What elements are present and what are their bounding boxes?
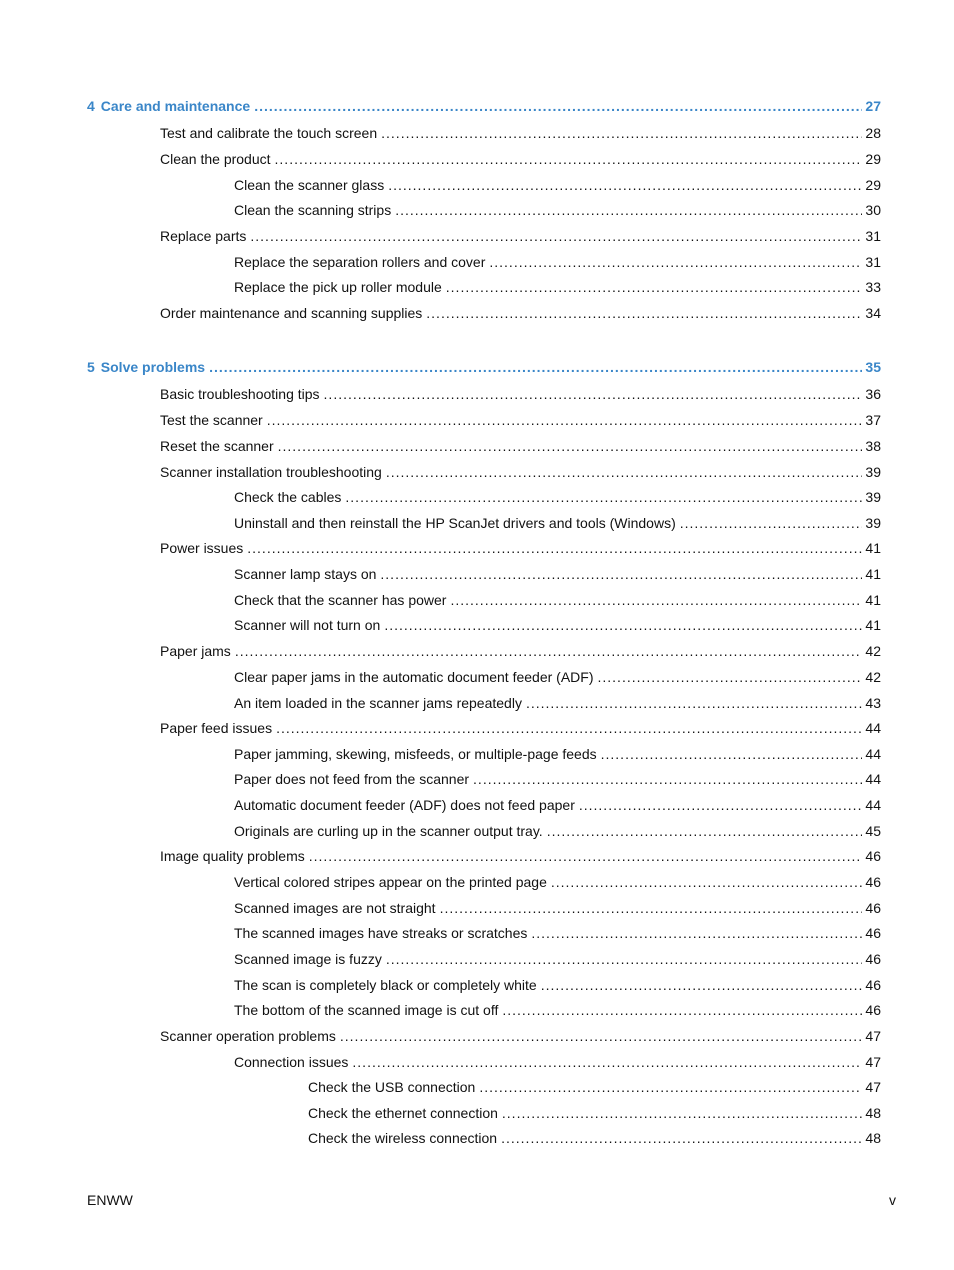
toc-entry[interactable] [234, 200, 881, 220]
dot-leader [340, 1026, 862, 1046]
toc-entry-title: Automatic document feeder (ADF) does not feed paper [234, 797, 575, 813]
toc-entry[interactable] [234, 693, 881, 713]
chapter-number: 4 [87, 98, 95, 114]
toc-page-number: 35 [865, 359, 881, 375]
toc-page-number: 44 [865, 771, 881, 787]
toc-entry-title: Clean the scanning strips [234, 202, 392, 218]
toc-entry-title: Power issues [160, 540, 244, 556]
toc-entry[interactable] [234, 487, 881, 507]
dot-leader [309, 846, 862, 866]
toc-entry[interactable] [160, 149, 881, 169]
dot-leader [501, 1128, 862, 1148]
dot-leader [531, 923, 862, 943]
toc-entry-title: The scanned images have streaks or scratches [234, 925, 528, 941]
toc-entry-title: Scanned image is fuzzy [234, 951, 382, 967]
dot-leader [324, 384, 862, 404]
toc-entry[interactable] [160, 641, 881, 661]
toc-entry[interactable] [160, 384, 881, 404]
toc-entry-title: Reset the scanner [160, 438, 274, 454]
toc-entry[interactable] [234, 175, 881, 195]
dot-leader [395, 200, 862, 220]
toc-entry-title: Replace the separation rollers and cover [234, 254, 486, 270]
dot-leader [450, 590, 862, 610]
toc-entry-title: Scanner installation troubleshooting [160, 464, 382, 480]
toc-page-number: 46 [865, 977, 881, 993]
dot-leader [276, 718, 862, 738]
dot-leader [479, 1077, 862, 1097]
toc-page-number: 46 [865, 1002, 881, 1018]
toc-entry-title: Check the cables [234, 489, 342, 505]
toc-entry-title: Replace the pick up roller module [234, 279, 442, 295]
toc-page-number: 38 [865, 438, 881, 454]
dot-leader [601, 744, 862, 764]
toc-entry[interactable] [160, 538, 881, 558]
dot-leader [502, 1103, 862, 1123]
toc-entry-title: Check the ethernet connection [308, 1105, 498, 1121]
toc-entry[interactable] [234, 564, 881, 584]
toc-page-number: 39 [865, 515, 881, 531]
toc-entry[interactable] [234, 795, 881, 815]
toc-page-number: 46 [865, 900, 881, 916]
toc-entry-title: Uninstall and then reinstall the HP ScanJet drivers and tools (Windows) [234, 515, 676, 531]
toc-page-number: 31 [865, 254, 881, 270]
toc-page-number: 46 [865, 848, 881, 864]
toc-page-number: 31 [865, 228, 881, 244]
toc-entry[interactable] [160, 410, 881, 430]
dot-leader [386, 949, 862, 969]
toc-entry-title: Originals are curling up in the scanner output tray. [234, 823, 543, 839]
dot-leader [598, 667, 863, 687]
toc-page-number: 37 [865, 412, 881, 428]
toc-page-number: 44 [865, 720, 881, 736]
toc-entry-title: Paper feed issues [160, 720, 273, 736]
toc-page-number: 46 [865, 925, 881, 941]
toc-page-number: 42 [865, 669, 881, 685]
toc-entry[interactable] [234, 975, 881, 995]
dot-leader [254, 96, 862, 116]
toc-page-number: 48 [865, 1130, 881, 1146]
toc-entry[interactable] [308, 1077, 881, 1097]
toc-page-number: 29 [865, 151, 881, 167]
toc-page-number: 34 [865, 305, 881, 321]
toc-page-number: 33 [865, 279, 881, 295]
toc-page-number: 27 [865, 98, 881, 114]
toc-entry-title: Clean the scanner glass [234, 177, 385, 193]
toc-entry-title: Paper jams [160, 643, 231, 659]
dot-leader [502, 1000, 862, 1020]
toc-entry-title: Solve problems [100, 359, 206, 375]
toc-entry[interactable] [234, 1052, 881, 1072]
toc-entry[interactable] [234, 872, 881, 892]
toc-entry-title: Order maintenance and scanning supplies [160, 305, 423, 321]
toc-entry[interactable] [160, 718, 881, 738]
toc-entry-title: The scan is completely black or completely white [234, 977, 537, 993]
toc-page-number: 28 [865, 125, 881, 141]
toc-entry-title: An item loaded in the scanner jams repeatedly [234, 695, 522, 711]
toc-entry-title: Clean the product [160, 151, 271, 167]
dot-leader [247, 538, 862, 558]
dot-leader [541, 975, 862, 995]
dot-leader [440, 898, 862, 918]
toc-entry[interactable] [308, 1103, 881, 1123]
dot-leader [250, 226, 862, 246]
toc-entry[interactable] [234, 923, 881, 943]
footer-edition-code: ENWW [87, 1192, 133, 1208]
toc-entry[interactable] [234, 277, 881, 297]
toc-page-number: 43 [865, 695, 881, 711]
dot-leader [275, 149, 862, 169]
toc-entry-title: The bottom of the scanned image is cut off [234, 1002, 499, 1018]
toc-entry[interactable] [234, 744, 881, 764]
toc-entry-title: Clear paper jams in the automatic document feeder (ADF) [234, 669, 594, 685]
dot-leader [380, 564, 862, 584]
toc-entry[interactable] [234, 769, 881, 789]
toc-entry[interactable] [160, 1026, 881, 1046]
toc-entry-title: Basic troubleshooting tips [160, 386, 320, 402]
toc-entry[interactable] [160, 226, 881, 246]
toc-entry-title: Vertical colored stripes appear on the printed page [234, 874, 547, 890]
toc-entry[interactable] [160, 462, 881, 482]
dot-leader [209, 357, 862, 377]
toc-page-number: 44 [865, 797, 881, 813]
toc-entry[interactable] [160, 123, 881, 143]
dot-leader [680, 513, 862, 533]
toc-page-number: 45 [865, 823, 881, 839]
dot-leader [547, 821, 862, 841]
dot-leader [345, 487, 862, 507]
toc-chapter-5[interactable] [87, 357, 881, 377]
dot-leader [352, 1052, 862, 1072]
toc-entry[interactable] [160, 303, 881, 323]
toc-page-number: 29 [865, 177, 881, 193]
toc-page-number: 41 [865, 592, 881, 608]
toc-page-number: 41 [865, 540, 881, 556]
toc-page-number: 46 [865, 874, 881, 890]
toc-entry-title: Test and calibrate the touch screen [160, 125, 378, 141]
toc-entry[interactable] [160, 436, 881, 456]
toc-entry[interactable] [234, 821, 881, 841]
toc-entry[interactable] [234, 513, 881, 533]
toc-page-number: 41 [865, 617, 881, 633]
toc-entry[interactable] [234, 590, 881, 610]
toc-entry-title: Test the scanner [160, 412, 263, 428]
toc-entry-title: Check the USB connection [308, 1079, 476, 1095]
toc-entry[interactable] [234, 667, 881, 687]
dot-leader [235, 641, 862, 661]
toc-page-number: 42 [865, 643, 881, 659]
toc-page-number: 48 [865, 1105, 881, 1121]
toc-entry-title: Image quality problems [160, 848, 305, 864]
toc-entry[interactable] [234, 615, 881, 635]
dot-leader [473, 769, 862, 789]
toc-entry[interactable] [234, 252, 881, 272]
dot-leader [381, 123, 862, 143]
toc-page-number: 47 [865, 1028, 881, 1044]
toc-entry[interactable] [234, 898, 881, 918]
footer-page-number: v [889, 1192, 896, 1208]
toc-entry-title: Replace parts [160, 228, 247, 244]
toc-page-number: 39 [865, 464, 881, 480]
toc-entry-title: Scanner lamp stays on [234, 566, 377, 582]
dot-leader [426, 303, 862, 323]
dot-leader [384, 615, 862, 635]
toc-entry-title: Connection issues [234, 1054, 349, 1070]
toc-page-number: 44 [865, 746, 881, 762]
toc-entry-title: Scanned images are not straight [234, 900, 436, 916]
dot-leader [579, 795, 862, 815]
dot-leader [386, 462, 862, 482]
dot-leader [551, 872, 862, 892]
toc-page-number: 36 [865, 386, 881, 402]
toc-entry-title: Paper jamming, skewing, misfeeds, or multiple-page feeds [234, 746, 597, 762]
toc-entry-title: Scanner operation problems [160, 1028, 336, 1044]
dot-leader [278, 436, 862, 456]
toc-entry[interactable] [234, 949, 881, 969]
dot-leader [388, 175, 862, 195]
toc-page-number: 47 [865, 1054, 881, 1070]
toc-page-number: 39 [865, 489, 881, 505]
toc-page-number: 47 [865, 1079, 881, 1095]
toc-page-number: 30 [865, 202, 881, 218]
dot-leader [489, 252, 862, 272]
toc-entry[interactable] [234, 1000, 881, 1020]
dot-leader [526, 693, 862, 713]
toc-page-number: 41 [865, 566, 881, 582]
toc-entry[interactable] [308, 1128, 881, 1148]
dot-leader [267, 410, 862, 430]
dot-leader [446, 277, 862, 297]
toc-entry-title: Check the wireless connection [308, 1130, 498, 1146]
toc-entry-title: Care and maintenance [100, 98, 251, 114]
toc-entry-title: Check that the scanner has power [234, 592, 447, 608]
toc-entry-title: Scanner will not turn on [234, 617, 381, 633]
chapter-number: 5 [87, 359, 95, 375]
toc-chapter-4[interactable] [87, 96, 881, 116]
toc-entry-title: Paper does not feed from the scanner [234, 771, 470, 787]
toc-page-number: 46 [865, 951, 881, 967]
toc-entry[interactable] [160, 846, 881, 866]
